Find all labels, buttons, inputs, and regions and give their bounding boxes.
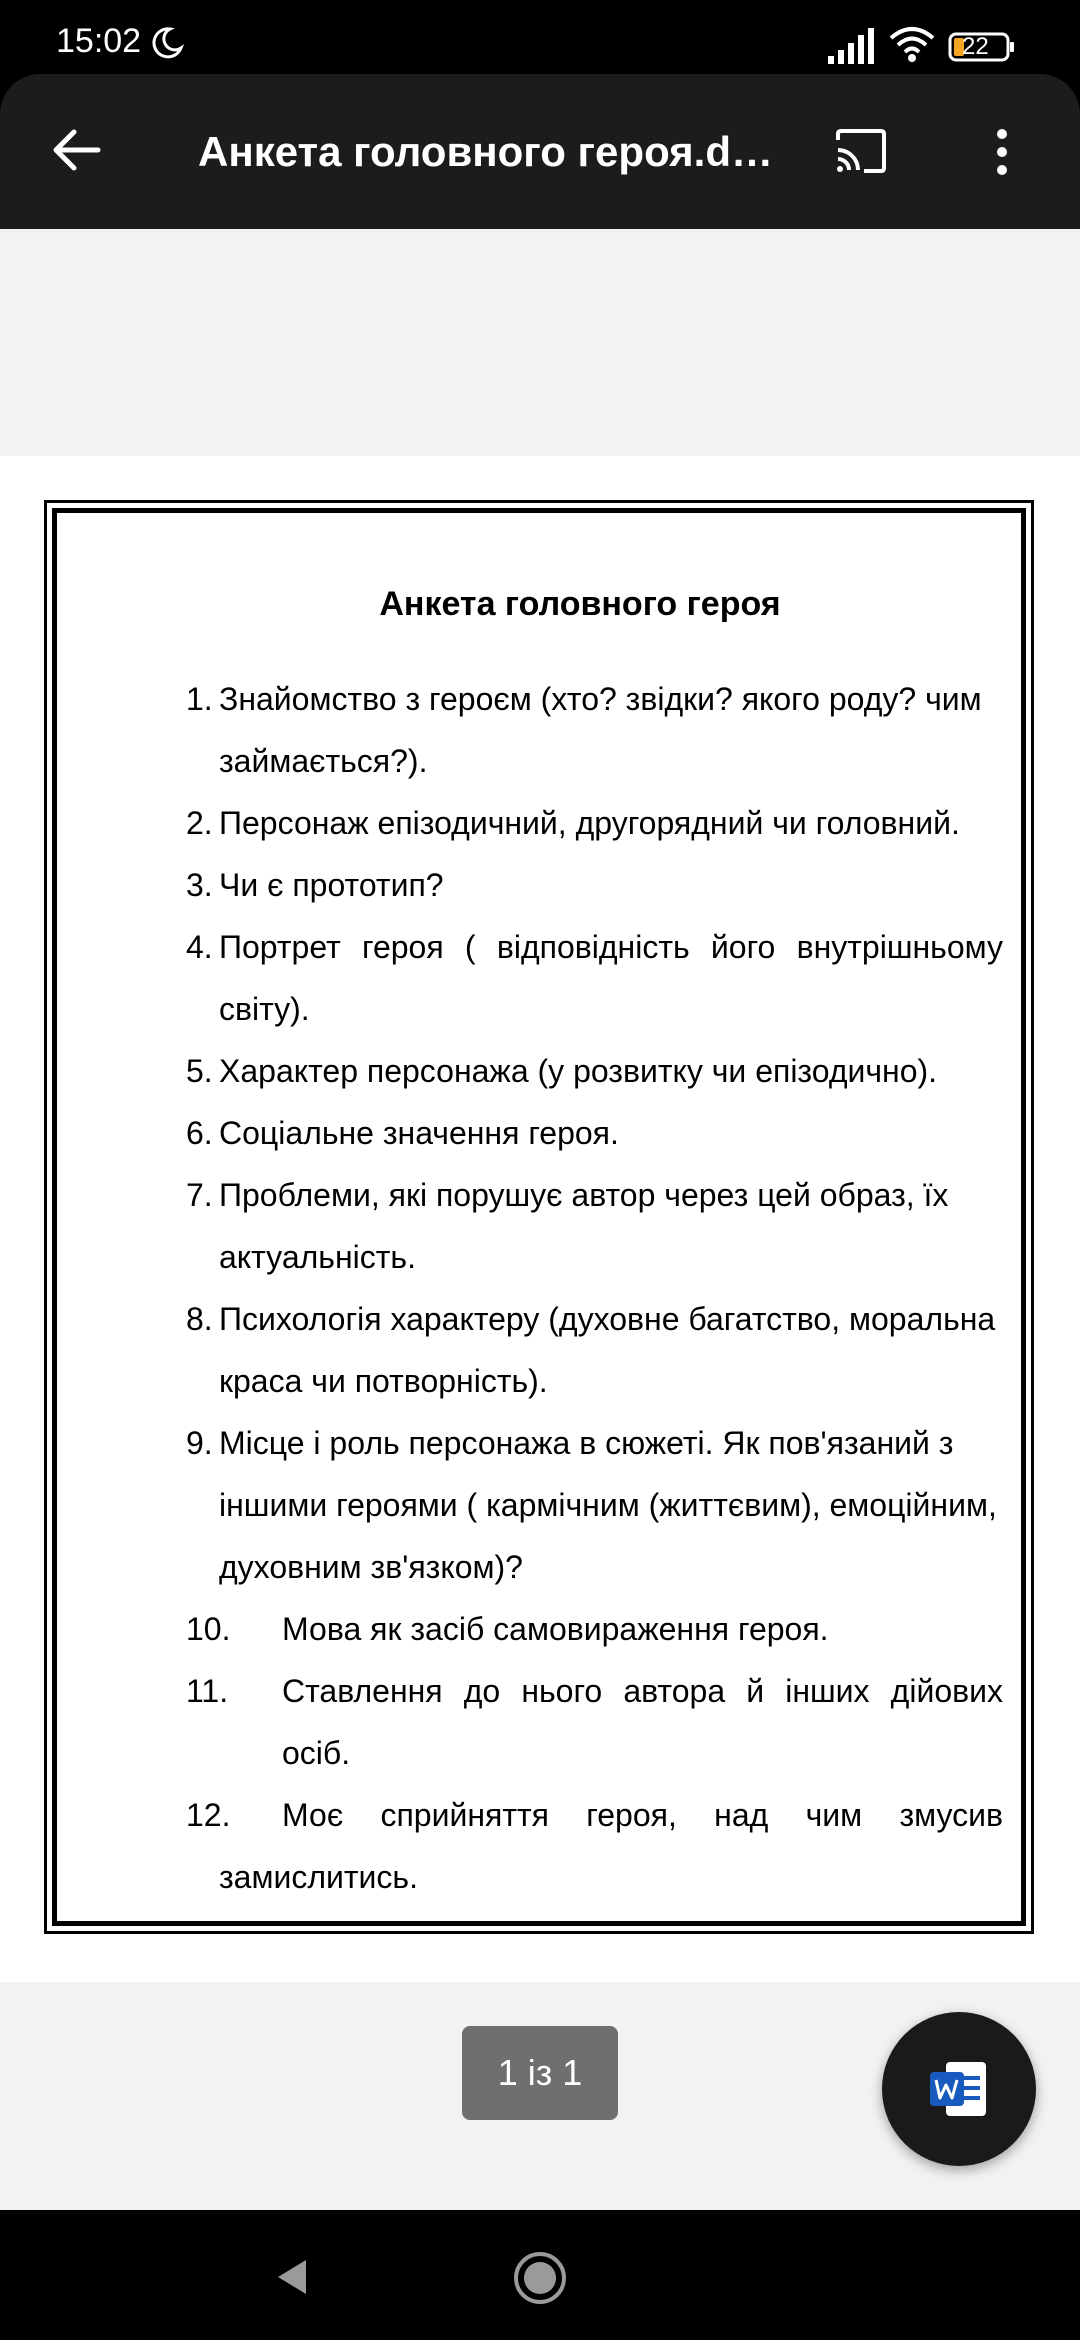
list-item — [0, 1164, 1080, 1288]
nav-home-icon[interactable] — [512, 2250, 568, 2306]
list-item-line: Характер персонажа (у розвитку чи епізодично). — [219, 1053, 938, 1089]
list-item — [0, 1288, 1080, 1412]
list-item-line: Чи є прототип? — [219, 867, 444, 903]
list-item — [0, 1598, 1080, 1660]
document-title: Анкета головного героя.d… — [198, 128, 773, 175]
list-item-number: 2. — [186, 805, 213, 841]
list-item-number: 5. — [186, 1053, 213, 1089]
document-page[interactable] — [0, 456, 1080, 1982]
list-item — [0, 916, 1080, 1040]
cast-button[interactable] — [826, 116, 896, 186]
app-bar — [0, 74, 1080, 229]
list-item-line: займається?). — [219, 743, 428, 779]
list-item-line: Місце і роль персонажа в сюжеті. Як пов'язаний з — [219, 1425, 954, 1461]
moon-icon — [150, 26, 184, 60]
list-item-number: 10. — [186, 1611, 231, 1647]
list-item-number: 12. — [186, 1797, 231, 1833]
list-item-number: 3. — [186, 867, 213, 903]
list-item-number: 4. — [186, 929, 213, 965]
signal-icon — [826, 26, 878, 66]
list-item-line: Моє сприйняття героя, над чим змусив — [282, 1797, 1003, 1833]
list-item-number: 9. — [186, 1425, 213, 1461]
list-item — [0, 854, 1080, 916]
wifi-icon — [888, 24, 936, 64]
list-item-line: Портрет героя ( відповідність його внутрішньому світу). — [219, 929, 1003, 1027]
nav-back-icon[interactable] — [268, 2252, 318, 2302]
document-heading: Анкета головного героя — [379, 585, 781, 623]
list-item — [0, 1660, 1080, 1784]
list-item-line: Ставлення до нього автора й інших дійових осіб. — [282, 1673, 1003, 1771]
questionnaire-list — [0, 668, 1080, 1908]
list-item-line: іншими героями ( кармічним (життєвим), емоційним, — [219, 1487, 997, 1523]
word-icon — [928, 2058, 990, 2120]
list-item-number: 6. — [186, 1115, 213, 1151]
status-bar — [0, 0, 1080, 74]
list-item-line: актуальність. — [219, 1239, 416, 1275]
list-item — [0, 1102, 1080, 1164]
page-indicator: 1 із 1 — [462, 2026, 618, 2120]
list-item-line: замислитись. — [219, 1859, 418, 1895]
navigation-bar — [0, 2210, 1080, 2340]
list-item — [0, 792, 1080, 854]
list-item-line: духовним зв'язком)? — [219, 1549, 523, 1585]
more-options-button[interactable] — [966, 116, 1038, 188]
list-item — [0, 1040, 1080, 1102]
list-item-number: 1. — [186, 681, 213, 717]
list-item-number: 11. — [186, 1673, 229, 1709]
open-in-word-button[interactable] — [882, 2012, 1036, 2166]
back-arrow-icon — [48, 122, 104, 178]
cast-icon — [832, 128, 890, 174]
list-item-line: Проблеми, які порушує автор через цей образ, їх — [219, 1177, 949, 1213]
list-item — [0, 1784, 1080, 1908]
list-item-number: 8. — [186, 1301, 213, 1337]
back-button[interactable] — [40, 114, 112, 186]
list-item — [0, 668, 1080, 792]
list-item-number: 7. — [186, 1177, 213, 1213]
list-item-line: Психологія характеру (духовне багатство, моральна — [219, 1301, 996, 1337]
list-item-line: Мова як засіб самовираження героя. — [282, 1611, 829, 1647]
app-bar-surface — [0, 74, 1080, 229]
list-item — [0, 1412, 1080, 1598]
list-item-line: Знайомство з героєм (хто? звідки? якого роду? чим — [219, 681, 982, 717]
list-item-line: краса чи потворність). — [219, 1363, 548, 1399]
list-item-line: Персонаж епізодичний, другорядний чи головний. — [219, 805, 960, 841]
more-vertical-icon — [992, 127, 1012, 177]
status-time: 15:02 — [56, 22, 142, 60]
list-item-line: Соціальне значення героя. — [219, 1115, 619, 1151]
battery-level: 22 — [962, 33, 989, 60]
